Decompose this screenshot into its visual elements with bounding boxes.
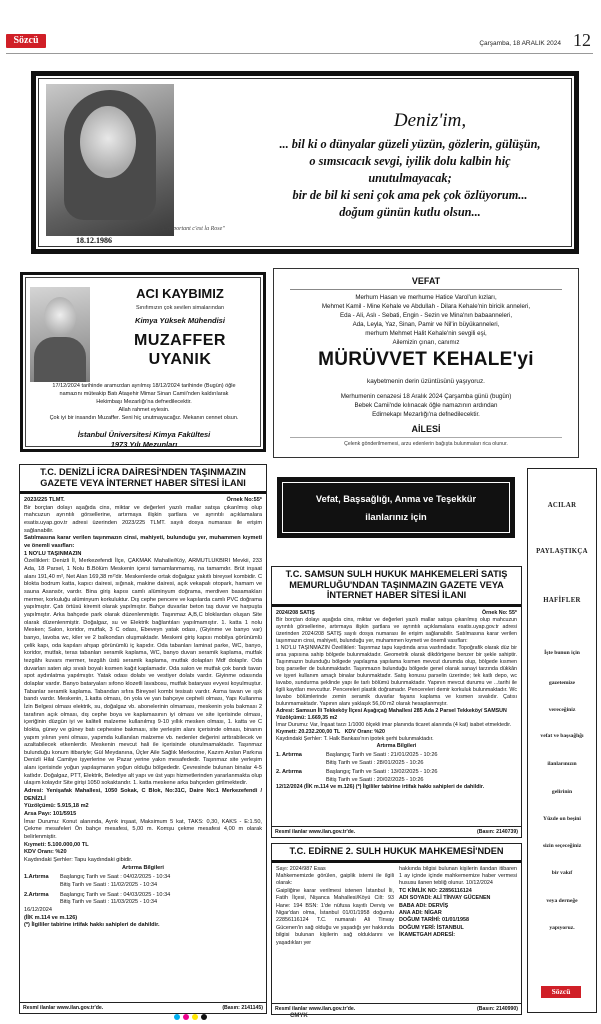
promo-line: İşte bunun için (544, 650, 580, 656)
auction-number: 1.Artırma (24, 874, 49, 881)
denizli-zoning: İmar Durumu: Konut alanında, Ayrık inşaat, Maksimum 5 kat, TAKS: 0,30, KAKS - E:1.50, Çekme mesafeleri Ön bahçe mesafesi, 5,00 m. Komşu çekme mesafesi 4,00 m olarak belirlenmiştir. (24, 818, 262, 841)
auction-number: 2.Artırma (24, 891, 49, 898)
aci-para-line: Allah rahmet eylesin. (118, 406, 170, 413)
promo-line: HAFİFLER (543, 597, 581, 604)
promo-line: PAYLAŞTIKÇA (536, 548, 588, 555)
denizli-value: Kıymeti: 5.100.000,00 TL (24, 841, 89, 848)
promo-line: yapıyoruz. (549, 925, 575, 931)
vefat-title: VEFAT (411, 276, 441, 286)
vefat-line: Merhum Hasan ve merhume Hatice Varol'un kızları, (355, 294, 497, 301)
samsun-auction-row (276, 769, 517, 784)
aci-kaybimiz-title: ACI KAYBIMIZ (136, 286, 224, 301)
aci-para-line: namazını müteakip Batı Ataşehir Mimar Sinan Camii'nden kaldırılarak (59, 390, 229, 397)
samsun-body (272, 607, 521, 791)
issue-date: Çarşamba, 18 ARALIK 2024 (479, 40, 561, 47)
denizli-legal-ad (19, 464, 267, 1014)
footer-left: Resmî ilanlar www.ilan.gov.tr'de. (275, 1006, 356, 1012)
edirne-right-text: hakkında bilgisi bulunan kişilerin ilandan itibaren 1 ay içinde içinde mahkememize haber vermesi hususu ilanen tebliğ olunur. 10/12/2024 (399, 865, 517, 887)
deniz-line: doğum günün kutlu olsun... (339, 204, 481, 219)
edirne-field: BABA ADI: DERVİŞ (399, 902, 449, 909)
vefat-footnote: Çelenk gönderilmemesi, arzu edenlerin bağışta bulunmaları rica olunur. (344, 441, 508, 447)
vefat-line: Eda - Ali, Aslı - Sebati, Engin - Sezin ve Mina'nın babaanneleri, (339, 311, 513, 319)
edirne-field: TC KİMLİK NO: 22856116124 (399, 887, 472, 894)
promo-line: vefat ve başsağlığı (540, 733, 584, 739)
denizli-auction-row (24, 874, 262, 889)
promo-line: gelirinin (551, 789, 573, 795)
aci-job: Kimya Yüksek Mühendisi (135, 316, 225, 325)
aci-para-line: Çok iyi bir insandın Muzaffer. Seni hiç unutmayacağız. Mekanın cennet olsun. (49, 414, 239, 421)
edirne-field: ADI SOYADI: ALİ TİNVAY GÜCENEN (399, 895, 491, 902)
edirne-footer (272, 1003, 521, 1014)
denizli-area: Yüzölçümü: 5.915,18 m2 (24, 803, 89, 810)
samsun-heading: T.C. SAMSUN SULH HUKUK MAHKEMELERİ SATIŞ MEMURLUĞU'NDAN TAŞINMAZIN GAZETE VEYA İNTERNET HABER SİTESİ İLANI (272, 567, 521, 607)
auction-start: Başlangıç Tarih ve Saati : 21/01/2025 - 10:26 (326, 752, 438, 759)
denizli-intro: Bir borçtan dolayı aşağıda cins, miktar ve değerleri yazılı mallar satışa çıkarılmış olup mahcuzun ayrıntılı görsellerine, artırmaya ilişkin şartlara ve ayrıntılı açıklamalara esatis.uyap.gov.tr adresi üzerinden 2023/225 TLMT. sayılı dosya numarası ile erişim sağlanabilir. (24, 504, 262, 534)
promo-line: ACILAR (547, 502, 577, 509)
edirne-right-col (399, 866, 517, 947)
deniz-title: Deniz'im, (393, 110, 467, 131)
aci-name-first: MUZAFFER (134, 332, 226, 349)
auction-number: 2. Artırma (276, 769, 302, 776)
denizli-date: 16/12/2024 (24, 906, 52, 913)
denizli-records: Kaydındaki Şerhler: Tapu kaydındaki gibidir. (24, 857, 133, 863)
vefat-line: merhum Mehmet Halit Kehale'nin sevgili eşi, (365, 329, 487, 337)
samsun-legal-ad (271, 566, 522, 838)
aci-sig-line: İstanbul Üniversitesi Kimya Fakültesi (77, 430, 211, 439)
black-dot (201, 1014, 207, 1020)
promo-line: bir vakıf (551, 870, 573, 876)
header-rule (6, 53, 593, 54)
samsun-date-note: 12/12/2024 (İİK m.114 ve m.126) (*) İlgililer tabirine irtifak hakkı sahipleri de dahildir. (276, 784, 485, 791)
aci-signature (28, 430, 260, 450)
auction-end: Bitiş Tarih ve Saati : 20/02/2025 - 10:26 (326, 776, 424, 783)
samsun-address: Adresi: Samsun İli Tekkeköy İlçesi Aşağıçağ Mahallesi 285 Ada 2 Parsel Tekkeköy/ SAMSUN (276, 708, 507, 715)
denizli-heading: T.C. DENİZLİ İCRA DAİRESİ'NDEN TAŞINMAZIN GAZETE VEYA İNTERNET HABER SİTESİ İLANI (20, 465, 266, 494)
auction-start: Başlangıç Tarih ve Saat : 04/03/2025 - 10:34 (60, 891, 171, 898)
vefat-signature: AİLESİ (411, 424, 441, 434)
edirne-heading: T.C. EDİRNE 2. SULH HUKUK MAHKEMESİ'NDEN (272, 844, 521, 863)
vefat-line: Ailemizin çınarı, canımız (392, 338, 460, 346)
samsun-value: Kıymeti: 20.232.200,00 TL (276, 729, 341, 736)
edirne-left-col: Sayı: 2024/987 Esas Mahkememizde görülen, gaiplik istemi ile ilgili olarak: Gaipliğine karar verilmesi istenen İstanbul İli, Fatih İlçesi, Nişanca Mahallesi/Köyü Cilt: 93 Hane: 194 BSN: 1'de nüfusa kayıtlı Derviş ve Nigar'dan olma, İstanbul 01/01/1958 doğumlu 22856116124 T.C. numaralı Ali Tinvay Gücenen'in sağ olduğu ve yaşadığı yer hakkında bilgisi bulunan kişilerin sağ olduklarını ve yaşadıkları yer (276, 865, 394, 946)
yellow-dot (192, 1014, 198, 1020)
deniz-portrait-photo (46, 84, 174, 236)
denizli-body (20, 494, 266, 930)
denizli-footer (20, 1002, 266, 1013)
footer-right: (Basın: 2140990) (477, 1006, 518, 1012)
auction-number: 1. Artırma (276, 752, 302, 759)
edirne-field: DOĞUM TARİHİ: 01/01/1958 (399, 917, 469, 924)
page-number: 12 (573, 30, 591, 50)
auction-start: Başlangıç Tarih ve Saati : 13/02/2025 - 10:26 (326, 769, 438, 776)
vefat-deceased-name: MÜRÜVVET KEHALE'yi (318, 349, 534, 370)
promo-line: vereceğiniz (548, 707, 576, 713)
auction-end: Bitiş Tarih ve Saati : 11/02/2025 - 10:34 (60, 881, 158, 888)
samsun-auction-row (276, 752, 517, 767)
deniz-line: o sımsıcacık sevgi, iyilik dolu kalbin hiç (309, 153, 511, 168)
sozcu-small-logo: Sözcü (541, 986, 581, 998)
samsun-desc: 1 NO'LU TAŞINMAZIN Özellikleri: Taşınmaz tapu kaydında arsa vasfındadır. Topoğrafik olarak düz bir arsa yapısına sahip bölgede bulunmaktadır. Geometrik olarak dikdörtgene benzer bir şekle sahiptir. Taşınmazın bulunduğu bölgede yapılaşma yapılama kısmen mevcut durumda olup, bölgede kısmen boş parseller de bulunmaktadır. Taşınmazın bulunduğu bölgede genel olarak sanayi tarzında dükkân ve işyeri kullanım amaçlı binalar bulunmaktadır. Satış konusu parselin üzerinde; tek katlı depo, wc lavabo, sundurma şeklinde yapı ile tarlı bölümü bulunmaktadır. Yapının mevcut durumu ve ...tarihi ile ilgili kayıtları mevcuttur. Pencereleri plastik doğramadır. Pencereleri demir korkuluk bulunmaktadır. Wc lavabo bölümlerinde zemin seramik duvarlar fayans kaplama ve kısmen sıvalıdır. Çatısı bulunmamaktadır. Yapının alanı yaklaşık 56,00 m2 olarak hesaplanmıştır. (276, 644, 517, 708)
samsun-footer (272, 826, 521, 837)
footer-right: (Basın: 2140739) (477, 829, 518, 835)
denizli-auction-row (24, 892, 262, 907)
denizli-desc: Özellikleri: Denizli İl, Merkezefendi İlçe, ÇAKMAK Mahalle/Köy, ARMUTLUKBIRI Mevkii, 233 Ada, 18 Parsel, 1 Nolu B.Bölüm Meskenin içersi tamamlanmamış, na tamamdır. Brüt inşaat alanı 191,40 m², Net Alan 169,38 m²'dir. Meskenlerde ortak doğalgaz yakıtlı bireysel kombidir. C blokta bodrum katta, kapıcı dairesi, sığınak, makine dairesi, açık vekapalı otopark, hamam ve sauna Asansör, vardır. Bina giriş kapısı camlı alüminyum doğrama, merdiven basamakları mermer, korkuluğu alüminyum korkuluktur. Dış cephe pencere ve kapılarda camlı PVC doğrama yapılmıştır. Çatı örtüsü kiremit olarak yapılmıştır. Bahçe duvarlar beton taş duvar ve harpuşta yapılmıştır. Arka bahçede park olarak düzenlenmiştir. Taşınmaz A,B,C bloklardan oluşan Site olarak düzenlenmiştir. Doğalgaz, su ve Elektrik bağlantıları yapılmamıştır. 1. katta 1 nolu Mesken; Salon, koridor, mutfak, 3 C odası, Ebeveyn yatak odası, (Giyinme ve banyo var) banyo, lavoba wc, kiler ve 2 balkondan oluşmaktadır. Meskeni giriş kapısı mobilya görünümlü çelik kapı, oda kapıları ahşap görünümlü iç kapıdır. Oda tabanları laminat parke, WC, banyo, koridor, mutfak, teras tabanları seramik kaplama, WC, banyo duvarı seramik kaplama, mutfak tezgâhı kuvars mermer, tezgâh üstü seramik kaplama, mutfak dolapları Mdf dolaplır. Oda duvarları saten alçı sıvalı boyalı kısmen kağıt kaplamadır. Oda salon ve mutfak çok bandı tavan spot aydınlatma yapılmıştır. Yatak odası dolabı ve vestiyer dolabı vardır. Giyinme odasında dolaplar vardır. Banyo bataryaları sıfono klozetli lavabosu, mutfak bataryası evyesi koyulmuştur. Tabanlar seramik kaplama. Tabandan sıfıra Bireysel kombi tesisatı vardır. Asma tavan ve ışık bandı vardır. Meskenin, 1.katta olması, ön yola ve yan bahçeye cepheli olması, Yapı Kullanma İzin Belgesi olması elektrik, su, doğalgaz vb. abonelerinin olmaması, meskenin yola bakması 2 tarafının açık olması, dış cephe boya ve kaplamasının iyi olması ve site içerisinde olması, içeriğinin düzgün iyi ve kaliteli malzeme kullanılmış 9-10 yıllık mesken olması, 1. katta ve C blokta, güney ve güney batı cephesine bakması, site yerleşim alanı içerisinde olması, binanın yapım yılının yeni olması, yapımda kullanılan malzeme vb. nedenler değerini arttırabilecek ve azaltabilecek etkenlerdir. Meskenin mevcut hali ile içerisinde oturulmamaktadır. Taşınmaz bulunduğu konum itibariyle; Gül Meydanına, Üçler Aile Sağlık Merkezine, Kazım Arslan Parkına Denizli Hilal Camiiye işyerlerine ve Pazar yerine yakın mesafededir. Taşınmaz site yerleşim alanı içerisinde yoğun yapılaşmanın yoğun olduğu bölgededir. Çevresinde bulunan binalar 4-5 katlıdır. Doğalgaz, PTT, Elektrik, Belediye alt yapı ve üst yapı hizmetlerinden yararlanmakta olup ulaşım kolaydır Site girişi 1050 sokaktandır. 1. katta meskene arka bahçeden girilmektedir. (24, 558, 262, 787)
auction-end: Bitiş Tarih ve Saati : 28/01/2025 - 10:26 (326, 759, 424, 766)
vefat-sub: kaybetmenin derin üzüntüsünü yaşıyoruz. (367, 378, 485, 385)
denizli-auction-title: Artırma Bilgileri (122, 864, 164, 871)
aci-sig-line: 1973 Yılı Mezunları (110, 439, 178, 449)
deniz-line: bir de bil ki seni çok ama pek çok özlüyorum... (292, 187, 528, 202)
footer-left: Resmî ilanlar www.ilan.gov.tr'de. (23, 1005, 104, 1011)
aci-para-line: 17/12/2024 tarihinde aramızdan ayrılmış 18/12/2024 tarihinde (Bugün) öğle (52, 383, 236, 389)
aci-para-line: Hekimbaşı Mezarlığı'na defnedilecektir. (96, 398, 192, 405)
denizli-address: Adresi: Yenişafak Mahallesi, 1050 Sokak, C Blok, No:31C, Daire No:1 Merkezefendi / DENİZLİ (24, 788, 262, 802)
vefat-line: Ada, Leyla, Yaz, Sinan, Pamir ve Nil'in büyükanneleri, (352, 320, 500, 328)
deniz-photo-date: 18.12.1986 (76, 236, 112, 245)
aci-name-last: UYANIK (148, 351, 212, 368)
aci-paragraph (28, 383, 260, 423)
deniz-line: ... bil ki o dünyalar güzeli yüzün, gözlerin, gülüşün, (279, 137, 541, 151)
promo-line: ilanlarınızın (547, 761, 577, 767)
denizli-law: (İİK m.114 ve m.126) (24, 914, 78, 921)
vefat-rule (290, 289, 562, 290)
footer-left: Resmî ilanlar www.ilan.gov.tr'de. (275, 829, 356, 835)
promo-line: gazetemize (548, 680, 576, 686)
samsun-zoning: İmar Durumu: Var, İnşaat tarzı 1/1000 ölçekli imar planında ticaret alanında (4 kat) isabet etmektedir. (276, 722, 512, 729)
samsun-example: Örnek No: 55* (481, 609, 517, 616)
vefat-foot-rule (290, 437, 562, 438)
promo-line: sizin seçeceğiniz (542, 843, 582, 849)
denizli-kdv: KDV Oranı: %20 (24, 849, 67, 856)
samsun-auction-title: Artırma Bilgileri (376, 743, 417, 750)
auction-start: Başlangıç Tarih ve Saat : 04/02/2025 - 10:34 (60, 874, 171, 881)
vefat-funeral (285, 393, 567, 420)
announcement-banner (277, 477, 515, 538)
denizli-share: Arsa Payı: 101/5915 (24, 811, 77, 818)
magenta-dot (183, 1014, 189, 1020)
deniz-line: unutulmayacak; (368, 170, 452, 185)
denizli-note: (*) İlgililer tabirine irtifak hakkı sahipleri de dahildir. (24, 922, 160, 929)
denizli-file-no: 2023/225 TLMT. (24, 497, 65, 504)
footer-right: (Basın: 2141145) (222, 1005, 263, 1011)
edirne-legal-ad (271, 843, 522, 1015)
sozcu-logo: Sözcü (6, 34, 46, 48)
cyan-dot (174, 1014, 180, 1020)
auction-end: Bitiş Tarih ve Saati : 11/03/2025 - 10:34 (60, 899, 158, 906)
cmyk-label: CMYK (290, 1013, 308, 1019)
samsun-file-no: 2024/208 SATIŞ (276, 609, 315, 616)
promo-line: Yüzde on beşini (543, 816, 581, 822)
samsun-intro: Bir borçtan dolayı aşağıda cins, miktar ve değerleri yazılı mallar satışa çıkarılmış olup mahcuzun ayrıntılı görsellerine, artırmaya ilişkin şartlara ve ayrıntılı açıklamalara esatis.uyap.gov.tr adresi üzerinden 2024/208 SATIŞ sayılı dosya numarası ile erişim sağlanabilir. Satılmasına karar verilen taşınmazın cinsi, mahiyeti, bulunduğu yer, muhammen kıymeti ve önemli vasıfları: (276, 616, 517, 644)
vefat-funeral-line: Edirnekapı Mezarlığı'na defnedilecektir. (372, 410, 480, 418)
samsun-records: Kaydındaki Şerhler: T. Halk Bankası'nın ipotek şerhi bulunmaktadır. (276, 736, 434, 743)
edirne-field: İKAMETGAH ADRESİ: (399, 932, 456, 939)
edirne-field: DOĞUM YERİ: İSTANBUL (399, 924, 464, 931)
vefat-funeral-line: Bebek Camii'nde kılınacak öğle namazının ardından (354, 401, 498, 409)
vefat-funeral-line: Merhumenin cenazesi 18 Aralık 2024 Çarşamba günü (bugün) (340, 393, 512, 400)
samsun-area: Yüzölçümü: 1.669,35 m2 (276, 715, 338, 722)
denizli-item: 1 NO'LU TAŞINMAZIN (24, 550, 82, 557)
denizli-section: Satılmasına karar verilen taşınmazın cinsi, mahiyeti, bulunduğu yer, muhammen kıymeti ve önemli vasıfları: (24, 535, 262, 550)
edirne-field: ANA ADI: NİGAR (399, 910, 442, 917)
promo-line: veya derneğe (546, 898, 578, 904)
vefat-line: Mehmet Kamil - Mine Kehale ve Abdullah - Dilara Kehale'nin biricik anneleri, (321, 302, 531, 310)
aci-intro: Sınıfımızın çok sevilen simalarından (135, 305, 225, 311)
samsun-kdv: KDV Oranı: %20 (344, 729, 385, 736)
muzaffer-portrait-photo (30, 287, 90, 382)
deniz-signature: "L'important c'est la Rose" (160, 226, 225, 232)
vefat-family (285, 294, 567, 348)
banner-line: ilanlarınız için (365, 511, 427, 522)
denizli-example: Örnek No:55* (226, 497, 262, 504)
deniz-message (250, 136, 570, 221)
banner-line: Vefat, Başsağlığı, Anma ve Teşekkür (315, 494, 477, 504)
